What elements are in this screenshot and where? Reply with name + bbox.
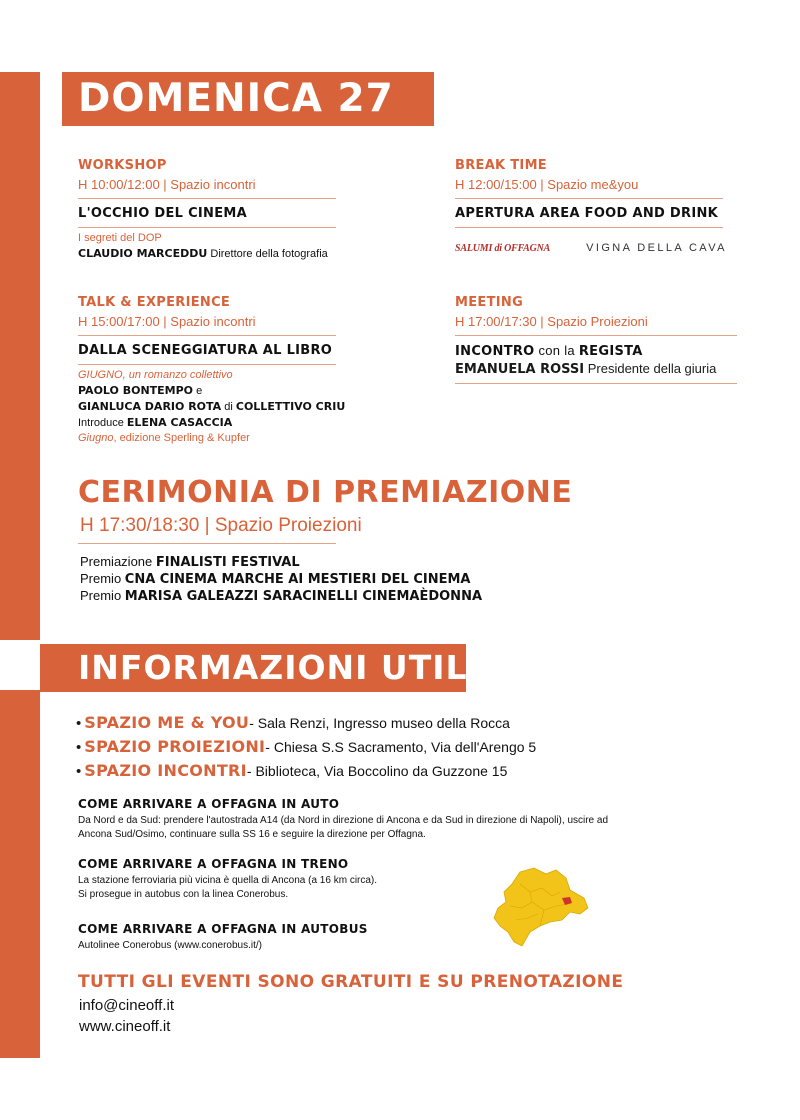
workshop-section — [78, 158, 336, 262]
workshop-subtitle: I segreti del DOP — [78, 232, 162, 244]
meeting-line-2 — [455, 361, 737, 377]
talk-intro — [78, 415, 378, 431]
ceremony-title: CERIMONIA DI PREMIAZIONE — [78, 475, 573, 510]
divider — [78, 543, 336, 544]
directions-train-line: Si prosegue in autobus con la linea Conerobus. — [78, 889, 289, 900]
talk-subtitle-title: GIUGNO — [78, 369, 123, 381]
directions-car — [78, 797, 618, 842]
venue-name: SPAZIO PROIEZIONI — [84, 737, 266, 756]
divider — [78, 364, 336, 365]
meeting-director-role: Presidente della giuria — [584, 361, 717, 376]
divider — [455, 198, 723, 199]
talk-speaker-2 — [78, 399, 378, 415]
vigna-della-cava-logo: VIGNA DELLA CAVA — [586, 242, 727, 254]
sponsor-logos — [455, 242, 727, 254]
award-item — [80, 571, 482, 588]
break-category: BREAK TIME — [455, 158, 547, 173]
talk-category: TALK & EXPERIENCE — [78, 295, 231, 310]
free-events-notice: TUTTI GLI EVENTI SONO GRATUITI E SU PRENOTAZIONE — [78, 972, 624, 992]
talk-book-title: Giugno — [78, 432, 114, 444]
directions-train — [78, 857, 498, 902]
talk-time: H 15:00/17:00 | Spazio incontri — [78, 314, 256, 329]
venue-address: - Sala Renzi, Ingresso museo della Rocca — [249, 715, 510, 731]
meeting-line-1 — [455, 343, 737, 359]
talk-speaker-1 — [78, 383, 378, 399]
workshop-speaker — [78, 246, 336, 262]
left-accent-stripe-bottom — [0, 690, 40, 1058]
talk-speaker-2-name: GIANLUCA DARIO ROTA — [78, 400, 222, 413]
talk-section — [78, 295, 378, 446]
directions-car-heading: COME ARRIVARE A OFFAGNA IN AUTO — [78, 797, 340, 811]
directions-train-line: La stazione ferroviaria più vicina è quella di Ancona (a 16 km circa). — [78, 875, 378, 886]
venue-item — [76, 711, 536, 735]
salumi-di-offagna-logo: SALUMI di OFFAGNA — [455, 242, 551, 254]
talk-book — [78, 431, 378, 446]
province-map-icon — [490, 862, 590, 948]
meeting-connector: con la — [534, 343, 579, 358]
break-title: APERTURA AREA FOOD AND DRINK — [455, 206, 719, 221]
bullet: • — [76, 715, 82, 732]
bullet: • — [76, 739, 82, 756]
award-item — [80, 554, 482, 571]
venue-address: - Biblioteca, Via Boccolino da Guzzone 15 — [246, 763, 508, 779]
talk-subtitle — [78, 369, 378, 381]
info-title: INFORMAZIONI UTILI — [40, 644, 466, 692]
talk-conj: di — [221, 401, 236, 413]
directions-bus-text: Autolinee Conerobus (www.conerobus.it/) — [78, 940, 262, 951]
award-prefix: Premio — [80, 588, 125, 603]
workshop-time: H 10:00/12:00 | Spazio incontri — [78, 177, 256, 192]
award-name: FINALISTI FESTIVAL — [155, 555, 300, 570]
workshop-speaker-role: Direttore della fotografia — [210, 248, 328, 260]
award-name: MARISA GALEAZZI SARACINELLI CINEMAÈDONNA — [124, 589, 483, 604]
venue-name: SPAZIO ME & YOU — [84, 713, 250, 732]
award-prefix: Premiazione — [80, 554, 156, 569]
directions-train-text — [78, 874, 498, 902]
break-time-section — [455, 158, 727, 254]
divider — [78, 335, 336, 336]
email-link[interactable]: info@cineoff.it — [79, 997, 175, 1014]
workshop-category: WORKSHOP — [78, 158, 167, 173]
meeting-director-name: EMANUELA ROSSI — [455, 362, 585, 377]
talk-speaker-2-org: COLLETTIVO CRIU — [235, 400, 346, 413]
award-prefix: Premio — [80, 571, 125, 586]
directions-bus — [78, 922, 498, 953]
ceremony-time: H 17:30/18:30 | Spazio Proiezioni — [80, 515, 362, 536]
talk-book-rest: , edizione Sperling & Kupfer — [113, 432, 250, 444]
venue-address: - Chiesa S.S Sacramento, Via dell'Arengo 5 — [265, 739, 537, 755]
divider — [455, 335, 737, 336]
awards-list — [80, 554, 482, 605]
workshop-title: L'OCCHIO DEL CINEMA — [78, 206, 248, 221]
divider — [78, 198, 336, 199]
day-title: DOMENICA 27 — [62, 72, 434, 126]
talk-speaker-1-name: PAOLO BONTEMPO — [78, 384, 194, 397]
website-link[interactable]: www.cineoff.it — [79, 1018, 171, 1035]
award-item — [80, 588, 482, 605]
venue-item — [76, 759, 536, 783]
venue-item — [76, 735, 536, 759]
meeting-time: H 17:00/17:30 | Spazio Proiezioni — [455, 314, 648, 329]
directions-car-text: Da Nord e da Sud: prendere l'autostrada A14 (da Nord in direzione di Ancona e da Sud in direzione di Napoli), uscire ad Ancona Sud/Osimo, continuare sulla SS 16 e seguire la direzione per Offagna. — [78, 815, 609, 840]
bullet: • — [76, 763, 82, 780]
talk-title: DALLA SCENEGGIATURA AL LIBRO — [78, 343, 333, 358]
directions-train-heading: COME ARRIVARE A OFFAGNA IN TRENO — [78, 857, 349, 871]
talk-conj: e — [193, 385, 203, 397]
talk-intro-name: ELENA CASACCIA — [126, 416, 233, 429]
talk-intro-label: Introduce — [78, 417, 127, 429]
meeting-section — [455, 295, 737, 384]
talk-subtitle-rest: , un romanzo collettivo — [122, 369, 233, 381]
meeting-incontro: INCONTRO — [455, 344, 535, 359]
venue-name: SPAZIO INCONTRI — [84, 761, 247, 780]
award-name: CNA CINEMA MARCHE AI MESTIERI DEL CINEMA — [124, 572, 471, 587]
workshop-speaker-name: CLAUDIO MARCEDDU — [78, 247, 208, 260]
venue-list — [76, 711, 536, 783]
meeting-regista: REGISTA — [578, 344, 643, 359]
meeting-category: MEETING — [455, 295, 524, 310]
divider — [455, 383, 737, 384]
break-time: H 12:00/15:00 | Spazio me&you — [455, 177, 639, 192]
divider — [455, 227, 723, 228]
directions-bus-heading: COME ARRIVARE A OFFAGNA IN AUTOBUS — [78, 922, 368, 936]
divider — [78, 227, 336, 228]
left-accent-stripe-top — [0, 72, 40, 640]
